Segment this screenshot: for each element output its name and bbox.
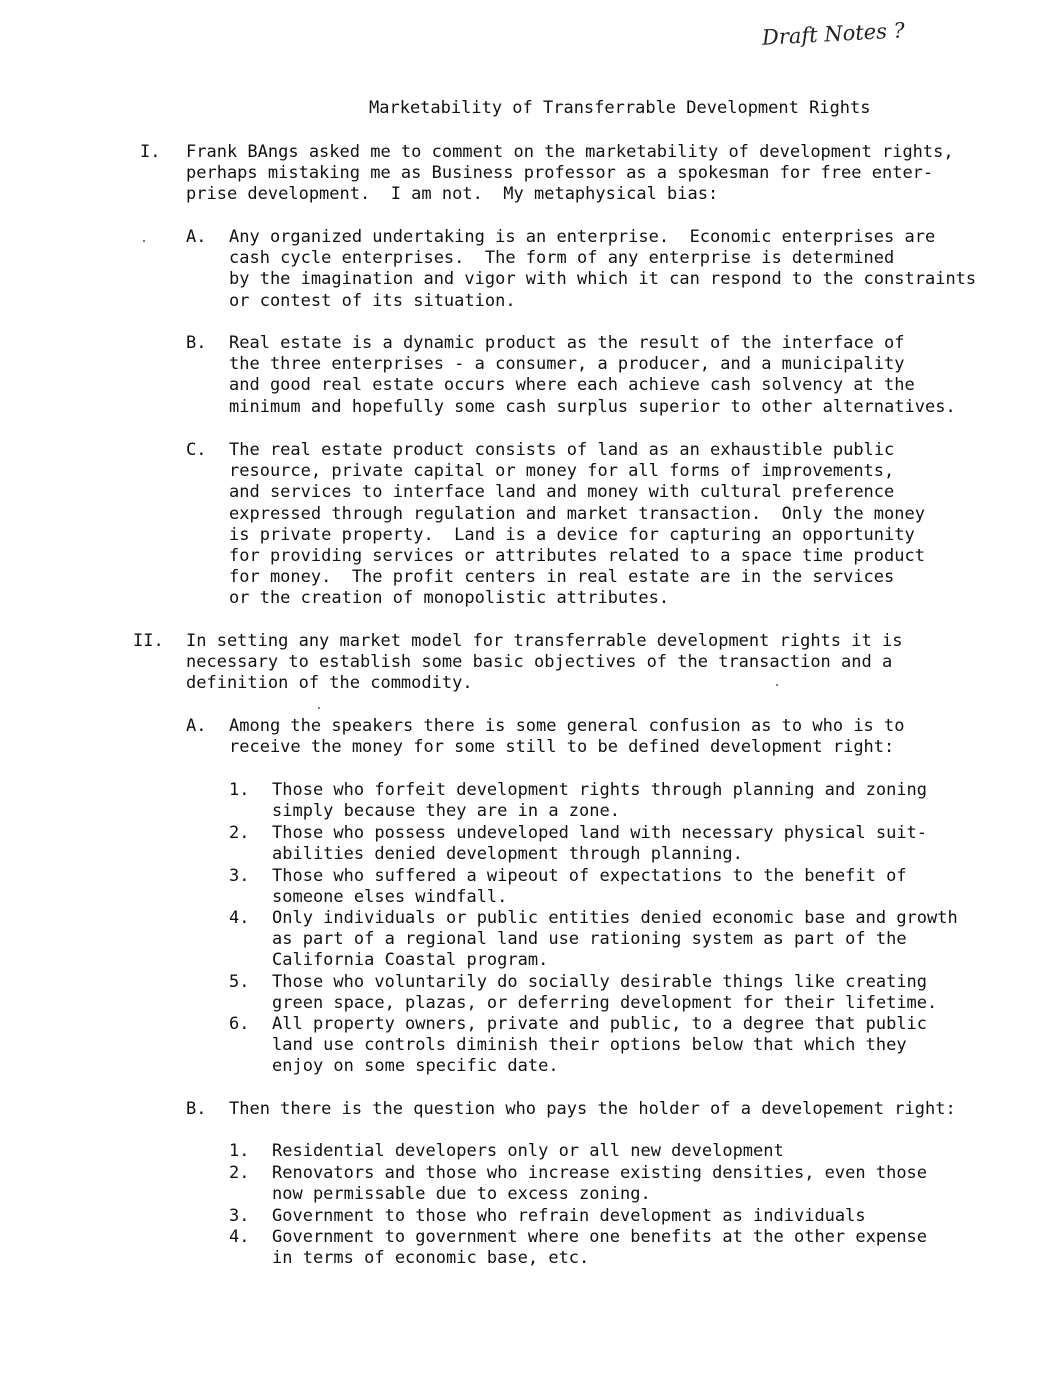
text-line: for providing services or attributes related to a space time product xyxy=(229,546,925,567)
text-line: Those who forfeit development rights through planning and zoning xyxy=(272,780,928,800)
text-line: Renovators and those who increase existing densities, even those xyxy=(272,1163,928,1183)
text-line: the three enterprises - a consumer, a producer, and a municipality xyxy=(229,354,905,375)
list-item xyxy=(272,1227,927,1269)
subsection-label-I-C: C. xyxy=(186,440,207,460)
text-line: and good real estate occurs where each achieve cash solvency at the xyxy=(229,375,915,396)
list-item-label: 1. xyxy=(229,780,250,800)
text-line: as part of a regional land use rationing system as part of the xyxy=(272,929,907,950)
list-item xyxy=(272,1163,927,1205)
section-label-I: I. xyxy=(140,142,161,162)
text-line: minimum and hopefully some cash surplus superior to other alternatives. xyxy=(229,396,956,417)
list-item-label: 6. xyxy=(229,1014,250,1034)
subsection-II-A-body xyxy=(229,716,905,758)
text-line: in terms of economic base, etc. xyxy=(272,1248,590,1269)
list-item xyxy=(272,780,927,822)
subsection-I-B-body xyxy=(229,333,956,418)
text-line: and services to interface land and money with cultural preference xyxy=(229,482,895,503)
text-line: prise development. I am not. My metaphysical bias: xyxy=(186,184,719,205)
text-line: Those who suffered a wipeout of expectations to the benefit of xyxy=(272,866,907,886)
list-item-label: 2. xyxy=(229,823,250,843)
subsection-label-I-A: A. xyxy=(186,227,207,247)
list-item xyxy=(272,1141,784,1162)
scan-speck xyxy=(776,684,778,686)
text-line: Only individuals or public entities denied economic base and growth xyxy=(272,908,958,928)
text-line: expressed through regulation and market transaction. Only the money xyxy=(229,503,925,524)
text-line: Any organized undertaking is an enterprise. Economic enterprises are xyxy=(229,227,936,247)
text-line: cash cycle enterprises. The form of any enterprise is determined xyxy=(229,248,895,269)
text-line: Government to those who refrain development as individuals xyxy=(272,1206,866,1226)
document-title: Marketability of Transferrable Development Rights xyxy=(369,98,871,118)
text-line: Those who voluntarily do socially desirable things like creating xyxy=(272,972,928,992)
text-line: land use controls diminish their options below that which they xyxy=(272,1035,907,1056)
text-line: or the creation of monopolistic attributes. xyxy=(229,588,670,609)
text-line: definition of the commodity. xyxy=(186,673,473,694)
list-item-label: 1. xyxy=(229,1141,250,1161)
text-line: for money. The profit centers in real estate are in the services xyxy=(229,567,895,588)
text-line: simply because they are in a zone. xyxy=(272,801,620,822)
list-item-label: 3. xyxy=(229,866,250,886)
list-item-label: 4. xyxy=(229,908,250,928)
text-line: now permissable due to excess zoning. xyxy=(272,1184,651,1205)
list-item xyxy=(272,866,907,908)
text-line: Frank BAngs asked me to comment on the marketability of development rights, xyxy=(186,142,954,162)
text-line: Among the speakers there is some general confusion as to who is to xyxy=(229,716,905,736)
text-line: All property owners, private and public, to a degree that public xyxy=(272,1014,928,1034)
text-line: green space, plazas, or deferring development for their lifetime. xyxy=(272,993,938,1014)
text-line: or contest of its situation. xyxy=(229,290,516,311)
text-line: abilities denied development through planning. xyxy=(272,844,743,865)
scan-speck xyxy=(318,707,320,709)
text-line: perhaps mistaking me as Business professor as a spokesman for free enter- xyxy=(186,163,934,184)
text-line: Real estate is a dynamic product as the result of the interface of xyxy=(229,333,905,353)
text-line: Residential developers only or all new development xyxy=(272,1141,784,1161)
text-line: Then there is the question who pays the holder of a developement right: xyxy=(229,1099,956,1119)
text-line: The real estate product consists of land as an exhaustible public xyxy=(229,440,895,460)
list-item xyxy=(272,908,958,972)
text-line: by the imagination and vigor with which it can respond to the constraints xyxy=(229,269,977,290)
text-line: receive the money for some still to be defined development right: xyxy=(229,737,895,758)
text-line: necessary to establish some basic objectives of the transaction and a xyxy=(186,652,893,673)
subsection-label-I-B: B. xyxy=(186,333,207,353)
list-item xyxy=(272,972,937,1014)
list-item-label: 5. xyxy=(229,972,250,992)
section-I-body xyxy=(186,142,954,206)
section-II-body xyxy=(186,631,902,695)
text-line: In setting any market model for transferrable development rights it is xyxy=(186,631,903,651)
text-line: resource, private capital or money for all forms of improvements, xyxy=(229,461,895,482)
scan-speck xyxy=(143,240,145,242)
list-item xyxy=(272,1014,927,1078)
text-line: is private property. Land is a device for capturing an opportunity xyxy=(229,524,915,545)
handwritten-note: Draft Notes ? xyxy=(761,18,906,50)
list-item-label: 4. xyxy=(229,1227,250,1247)
section-label-II: II. xyxy=(133,631,164,651)
text-line: Those who possess undeveloped land with necessary physical suit- xyxy=(272,823,928,843)
list-item-label: 2. xyxy=(229,1163,250,1183)
subsection-II-B-body xyxy=(229,1099,956,1120)
subsection-label-II-B: B. xyxy=(186,1099,207,1119)
list-item-label: 3. xyxy=(229,1206,250,1226)
text-line: enjoy on some specific date. xyxy=(272,1056,559,1077)
text-line: Government to government where one benefits at the other expense xyxy=(272,1227,928,1247)
text-line: California Coastal program. xyxy=(272,950,549,971)
list-item xyxy=(272,1206,866,1227)
subsection-I-A-body xyxy=(229,227,976,312)
list-item xyxy=(272,823,927,865)
subsection-label-II-A: A. xyxy=(186,716,207,736)
text-line: someone elses windfall. xyxy=(272,887,508,908)
subsection-I-C-body xyxy=(229,440,925,610)
